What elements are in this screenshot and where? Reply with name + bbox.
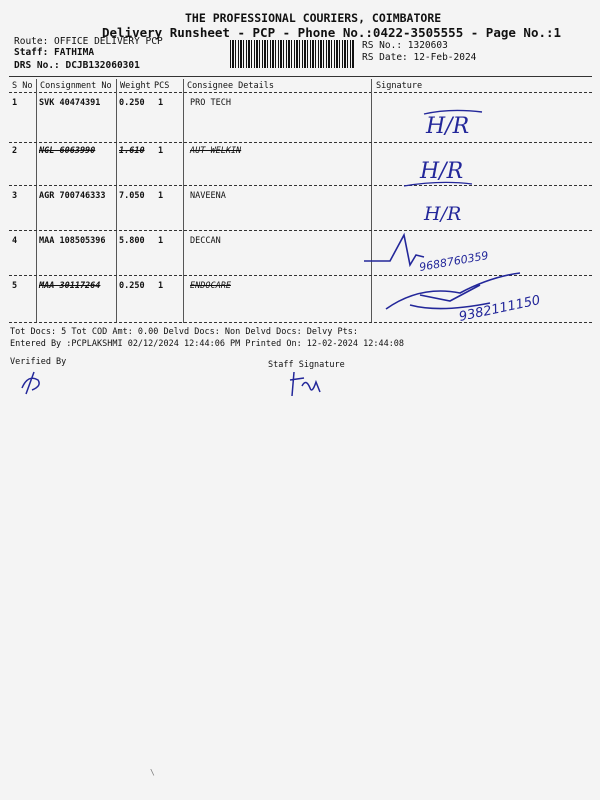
- row-pcs: 1: [158, 98, 164, 108]
- svg-text:H/R: H/R: [426, 114, 470, 139]
- row-sno: 5: [12, 281, 18, 291]
- row-consignee: ENDOCARE: [190, 281, 231, 291]
- signature-row-3: [420, 198, 480, 228]
- row-weight: 0.250: [119, 98, 145, 108]
- row-divider: [9, 185, 592, 186]
- svg-text:H/R: H/R: [420, 159, 464, 184]
- rs-date: RS Date: 12-Feb-2024: [362, 52, 477, 63]
- row-pcs: 1: [158, 146, 164, 156]
- verified-initials-signature: [18, 368, 48, 396]
- row-consignment: NGL 6063990: [39, 146, 96, 156]
- row-weight: 1.610: [119, 146, 145, 156]
- staff-signature-mark: [288, 368, 328, 400]
- col-header-pcs: PCS: [154, 81, 170, 91]
- row-pcs: 1: [158, 236, 164, 246]
- svg-text:H/R: H/R: [424, 203, 462, 225]
- svg-text:9688760359: 9688760359: [418, 248, 490, 274]
- row-sno: 3: [12, 191, 18, 201]
- col-header-consignment: Consignment No: [40, 81, 112, 91]
- col-header-sno: S No: [12, 81, 33, 91]
- staff-label: Staff: FATHIMA: [14, 47, 95, 58]
- row-consignment: MAA 108505396: [39, 236, 106, 246]
- row-consignment: MAA 30117264: [39, 281, 101, 291]
- totals-line: Tot Docs: 5 Tot COD Amt: 0.00 Delvd Docs: Non Delvd Docs: Delvy Pts:: [10, 327, 358, 337]
- row-consignment: AGR 700746333: [39, 191, 106, 201]
- signature-row-2: [400, 150, 480, 190]
- row-weight: 5.800: [119, 236, 145, 246]
- table-top-rule: [9, 76, 592, 77]
- col-header-weight: Weight: [120, 81, 151, 91]
- row-sno: 2: [12, 146, 18, 156]
- entered-by-line: Entered By :PCPLAKSHMI 02/12/2024 12:44:06 PM Printed On: 12-02-2024 12:44:08: [10, 339, 405, 349]
- col-divider: [183, 79, 184, 323]
- staff-signature-label: Staff Signature: [268, 360, 345, 370]
- col-header-signature: Signature: [376, 81, 423, 91]
- table-header-rule: [9, 92, 592, 93]
- row-consignee: AUT WELKIN: [190, 146, 242, 156]
- row-pcs: 1: [158, 191, 164, 201]
- route-label: Route: OFFICE DELIVERY PCP: [14, 36, 163, 47]
- drs-number: DRS No.: DCJB132060301: [14, 60, 140, 71]
- barcode: [230, 40, 355, 68]
- company-name: THE PROFESSIONAL COURIERS, COIMBATORE: [185, 11, 442, 25]
- rs-number: RS No.: 1320603: [362, 40, 448, 51]
- row-consignment: SVK 40474391: [39, 98, 101, 108]
- runsheet-title: Delivery Runsheet - PCP - Phone No.:0422-3505555 - Page No.:1: [102, 25, 562, 40]
- row-consignee: PRO TECH: [190, 98, 231, 108]
- row-sno: 4: [12, 236, 18, 246]
- row-weight: 7.050: [119, 191, 145, 201]
- verified-by-label: Verified By: [10, 357, 67, 367]
- col-header-consignee: Consignee Details: [187, 81, 274, 91]
- signature-row-1: [420, 106, 490, 142]
- col-divider: [371, 79, 372, 323]
- svg-text:9382111150: 9382111150: [457, 293, 542, 325]
- row-pcs: 1: [158, 281, 164, 291]
- row-consignee: NAVEENA: [190, 191, 226, 201]
- col-divider: [116, 79, 117, 323]
- row-sno: 1: [12, 98, 18, 108]
- row-divider: [9, 142, 592, 143]
- col-divider: [36, 79, 37, 323]
- row-consignee: DECCAN: [190, 236, 221, 246]
- signature-row-5: [380, 265, 560, 325]
- paper-mark: \: [150, 768, 155, 777]
- row-weight: 0.250: [119, 281, 145, 291]
